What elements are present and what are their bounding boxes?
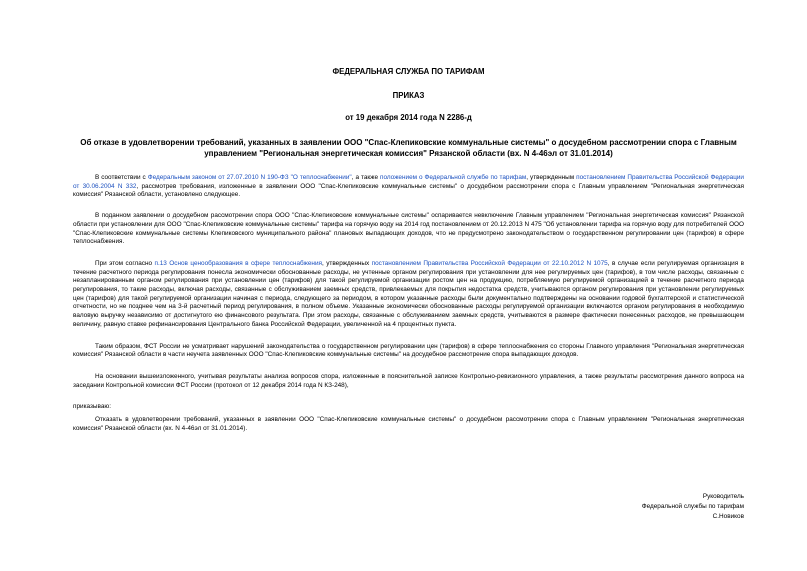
- document-date-number: от 19 декабря 2014 года N 2286-д: [345, 113, 472, 122]
- text-fragment: , рассмотрев требования, изложенные в заявлении ООО "Спас-Клепиковские коммунальные системы" о досудебном рассмотрении спора с Главным управлением "Региональная энергетическая комиссия" Рязанской области, установлено следующее.: [73, 182, 744, 199]
- document-type: ПРИКАЗ: [392, 91, 425, 100]
- signature-organization: Федеральной службы по тарифам: [641, 503, 744, 510]
- document-subject: Об отказе в удовлетворении требований, указанных в заявлении ООО "Спас-Клепиковские коммунальные системы" о досудебном рассмотрении спора с Главным управлением "Региональная энергетическая комиссия" Рязанской области (вх. N 4-46эл от 31.01.2014): [80, 138, 737, 158]
- paragraph-decision: Отказать в удовлетворении требований, указанных в заявлении ООО "Спас-Клепиковские коммунальные системы" о досудебном рассмотрении спора с Главным управлением "Региональная энергетическая комиссия" Рязанской области (вх. N 4-46эл от 31.01.2014).: [73, 416, 744, 432]
- text-fragment: В соответствии с: [95, 174, 148, 181]
- paragraph-claim: В поданном заявлении о досудебном рассмотрении спора ООО "Спас-Клепиковские коммунальные системы" оспаривается невключение Главным управлением "Региональная энергетическая комиссия" Рязанской области при установлении для ООО "Спас-Клепиковские коммунальные системы" тарифа на горячую воду на 2014 год постановлением от 20.12.2013 N 475 "Об установлении тарифа на горячую воду для потребителей ООО "Спас-Клепиковские коммунальные системы Клепиковского муниципального района" плановых выпадающих доходов, что не предусмотрено законодательством о государственном регулировании цен (тарифов) в сфере теплоснабжения.: [73, 212, 744, 246]
- text-fragment: , утвержденным: [526, 174, 577, 181]
- signature-name: С.Новиков: [712, 513, 744, 520]
- link-government-decree-332[interactable]: постановлением Правительства Российской Федерации от 30.06.2004 N 332: [73, 174, 744, 190]
- organization-title: ФЕДЕРАЛЬНАЯ СЛУЖБА ПО ТАРИФАМ: [332, 67, 485, 76]
- signature-position: Руководитель: [702, 493, 744, 500]
- signature-block: [642, 492, 744, 522]
- link-fst-regulation[interactable]: положением о Федеральной службе по тарифам: [380, 174, 527, 181]
- paragraph-legal-basis: [73, 174, 744, 200]
- paragraph-grounds: На основании вышеизложенного, учитывая результаты анализа вопросов спора, изложенные в пояснительной записке Контрольно-ревизионного управления, а также результаты рассмотрения данного вопроса на заседании Контрольной комиссии ФСТ России (протокол от 12 декабря 2014 года N КЗ-248),: [73, 372, 744, 389]
- text-fragment: , в случае если регулируемая организация в течение расчетного периода регулирования понесла экономически обоснованные расходы, не учтенные органом регулирования при установлении для нее регулируемых цен (тарифов), в том числе расходы, связанные с незапланированным органом регулирования при установлении цен (тарифов) для такой регулируемой организации ростом цен на продукцию, потребляемую регулируемой организацией в течение расчетного периода регулирования, то такие расходы, включая расходы, связанные с обслуживанием заемных средств, привлекаемых для покрытия недостатка средств, учитываются органом регулирования при установлении регулируемых цен (тарифов) для такой регулируемой организации начиная с периода, следующего за периодом, в котором указанные расходы были документально подтверждены на основании годовой бухгалтерской и статистической отчетности, но не позднее чем на 3-й расчетный период регулирования, в полном объеме. Указанные экономически обоснованные расходы регулируемой организации включаются органом регулирования в необходимую валовую выручку независимо от достигнутого ею финансового результата. При этом расходы, связанные с обслуживанием заемных средств, учитываются в размере фактически понесенных расходов, не превышающем величину, равную ставке рефинансирования Центрального банка Российской Федерации, увеличенной на 4 процентных пункта.: [73, 259, 744, 328]
- text-fragment: , а также: [351, 174, 380, 181]
- paragraph-pricing-basics: [73, 260, 744, 330]
- paragraph-conclusion: Таким образом, ФСТ России не усматривает нарушений законодательства о государственном регулировании цен (тарифов) в сфере теплоснабжения со стороны Главного управления "Региональная энергетическая комиссия" Рязанской области в части неучета заявленных ООО "Спас-Клепиковские коммунальные системы" на досудебное рассмотрение спора выпадающих доходов.: [73, 342, 744, 359]
- link-government-decree-1075[interactable]: постановлением Правительства Российской Федерации от 22.10.2012 N 1075: [371, 259, 608, 267]
- link-pricing-basics-p13[interactable]: п.13 Основ ценообразования в сфере теплоснабжения: [154, 259, 322, 267]
- order-keyword: приказываю:: [73, 403, 111, 411]
- text-fragment: , утвержденных: [322, 259, 372, 267]
- text-fragment: При этом согласно: [95, 259, 155, 267]
- link-federal-law-190[interactable]: Федеральным законом от 27.07.2010 N 190-ФЗ "О теплоснабжении": [147, 174, 352, 181]
